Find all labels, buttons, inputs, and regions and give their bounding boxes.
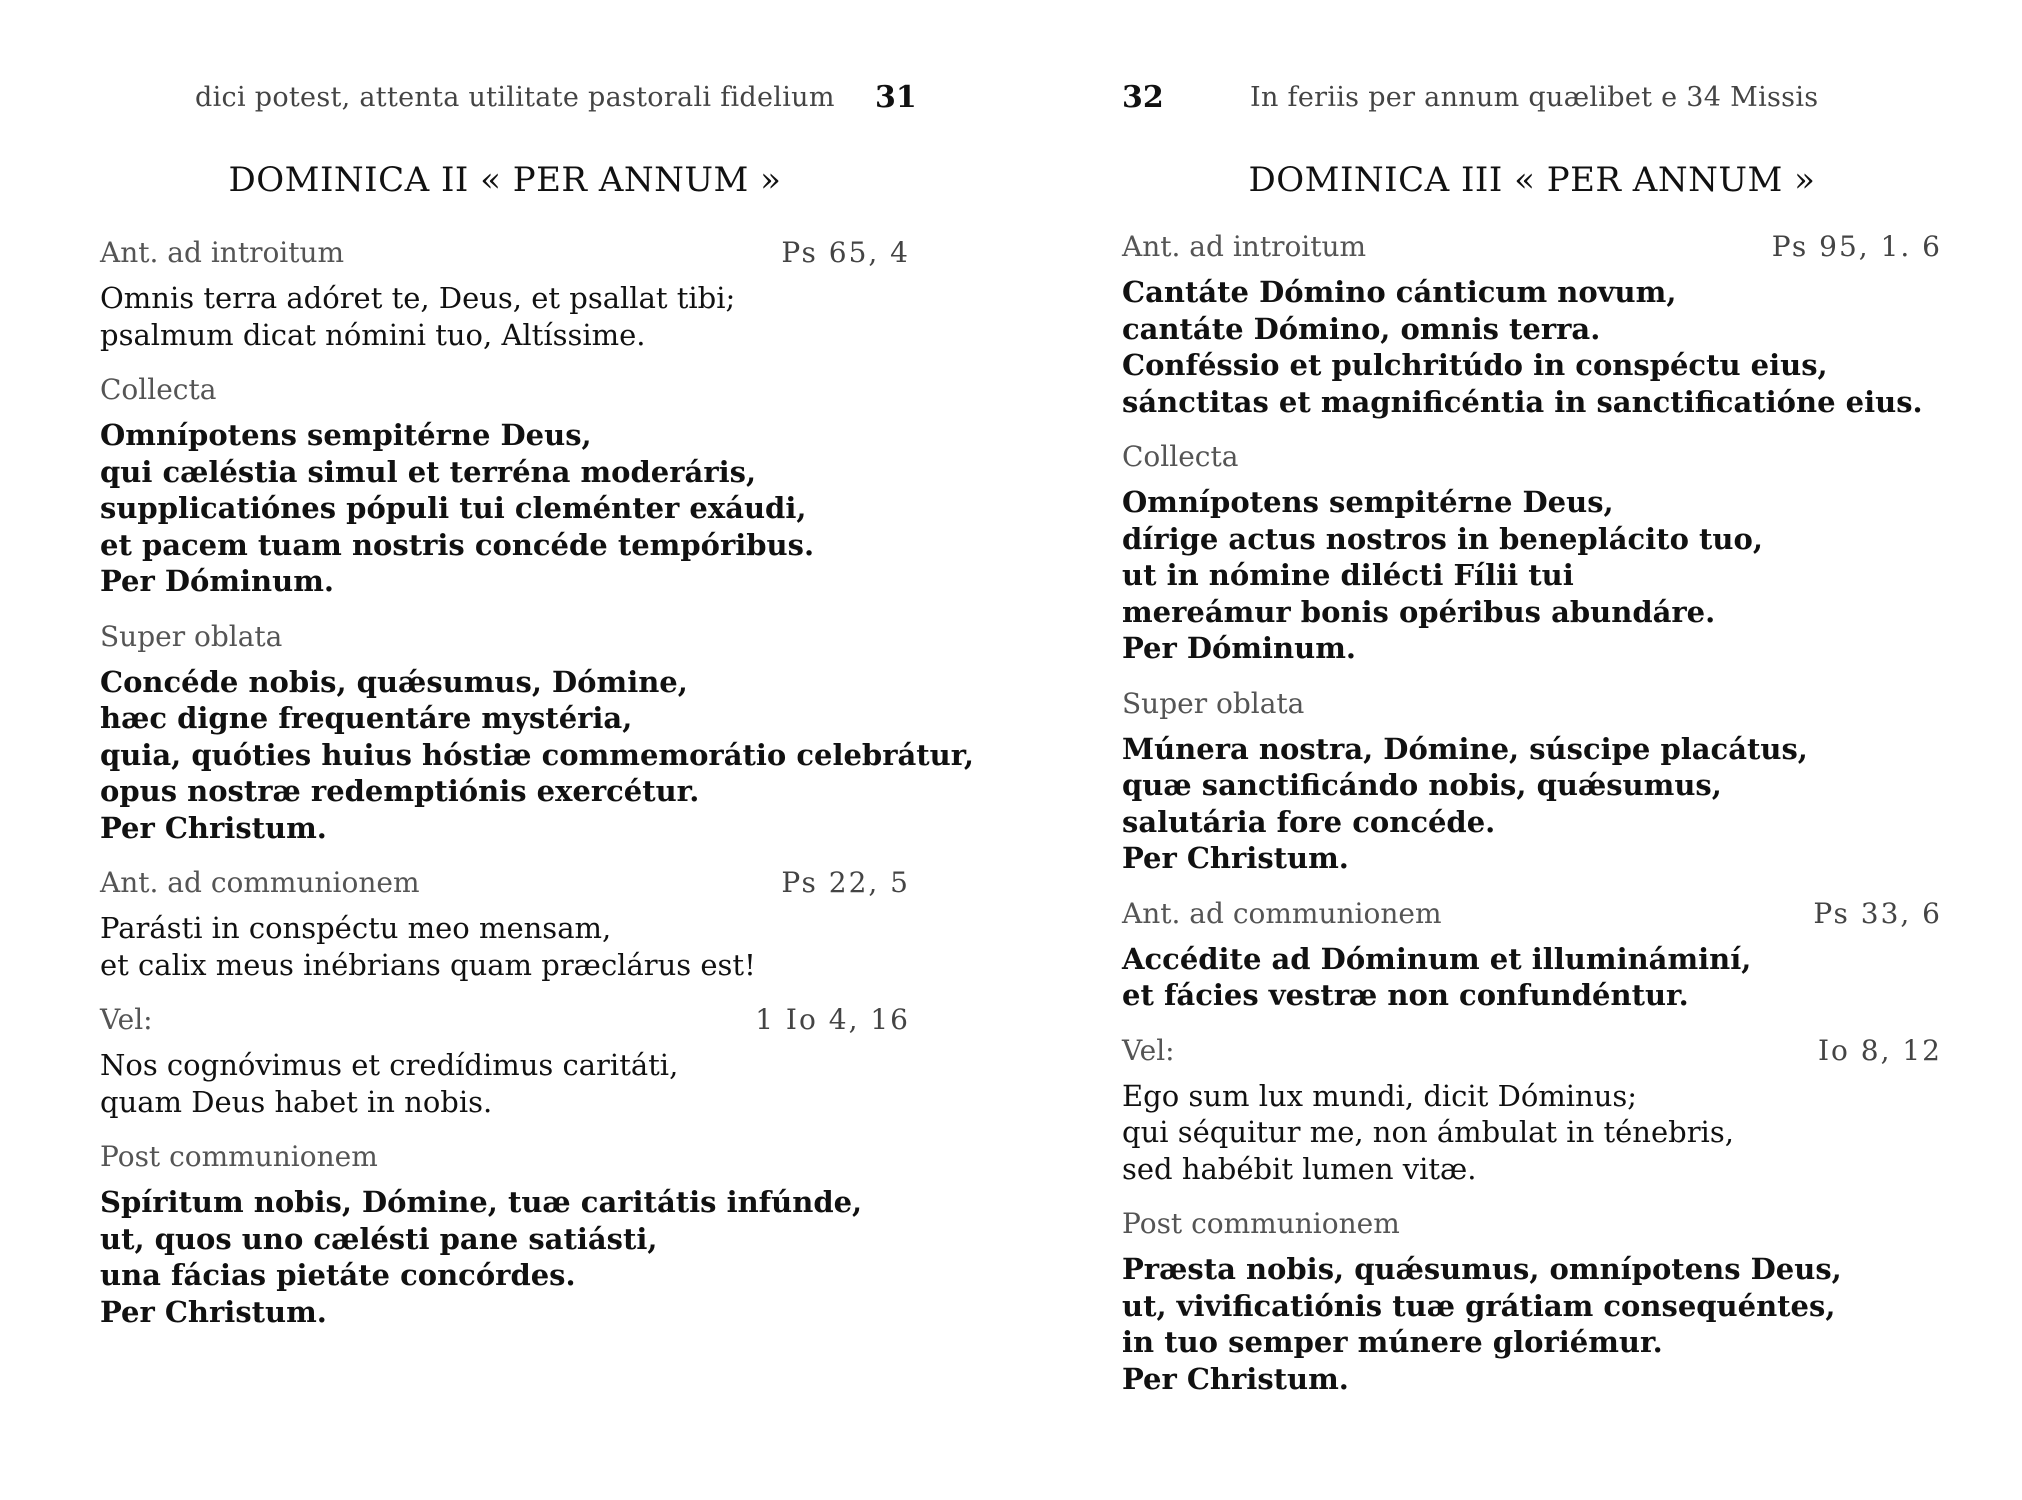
section-text [100, 417, 920, 600]
text-line: supplicatiónes pópuli tui cleménter exáudi, [100, 491, 807, 525]
section-label: Post communionem [1122, 1207, 1400, 1240]
text-line: Per Dóminum. [1122, 631, 1356, 665]
text-line: Omnis terra adóret te, Deus, et psallat tibi; [100, 281, 736, 315]
section-text [1122, 274, 1942, 420]
section-header [100, 1140, 920, 1180]
text-line: Múnera nostra, Dómine, súscipe placátus, [1122, 731, 1808, 766]
text-line: Concéde nobis, quǽsumus, Dómine, [100, 664, 688, 699]
text-line: hæc digne frequentáre mystéria, [100, 701, 633, 735]
section-header [100, 620, 920, 660]
text-line: opus nostræ redemptiónis exercétur. [100, 774, 700, 808]
liturgical-section [100, 1003, 920, 1120]
section-header [1122, 897, 1942, 937]
liturgical-section [100, 373, 920, 600]
section-header [1122, 1207, 1942, 1247]
text-line: Per Christum. [100, 810, 327, 845]
text-line: Nos cognóvimus et credídimus caritáti, [100, 1048, 679, 1082]
section-label: Post communionem [100, 1140, 378, 1173]
running-head [100, 82, 920, 122]
section-label: Ant. ad introitum [1122, 230, 1367, 263]
section-label: Collecta [100, 373, 217, 406]
section-label: Super oblata [100, 619, 283, 653]
text-line: Per Christum. [1122, 1361, 1349, 1396]
page-title: DOMINICA III « PER ANNUM » [1248, 160, 1816, 200]
text-line: Spíritum nobis, Dómine, tuæ caritátis infúnde, [100, 1185, 863, 1219]
text-line: psalmum dicat nómini tuo, Altíssime. [100, 317, 646, 352]
text-line: Omnípotens sempitérne Deus, [1122, 485, 1614, 519]
text-line: Per Christum. [1122, 841, 1349, 875]
liturgical-section [100, 619, 975, 847]
running-head-text: dici potest, attenta utilitate pastorali fidelium [195, 82, 835, 113]
scripture-reference: Ps 95, 1. 6 [1771, 230, 1942, 263]
section-header [100, 236, 920, 276]
scripture-reference: Io 8, 12 [1817, 1033, 1942, 1067]
section-label: Vel: [1122, 1033, 1175, 1067]
text-line: Accédite ad Dóminum et illumináminí, [1122, 941, 1752, 976]
section-text [1122, 1078, 1942, 1188]
section-text [100, 910, 920, 983]
scripture-reference: Ps 33, 6 [1813, 896, 1942, 930]
section-text [100, 1047, 920, 1120]
text-line: ut, quos uno cælésti pane satiásti, [100, 1221, 658, 1256]
scripture-reference: Ps 65, 4 [781, 236, 910, 269]
text-line: dírige actus nostros in beneplácito tuo, [1122, 521, 1763, 556]
section-label: Super oblata [1122, 686, 1305, 720]
text-line: qui cæléstia simul et terréna moderáris, [100, 454, 757, 489]
section-label: Ant. ad communionem [1122, 896, 1442, 930]
text-line: ut, vivificatiónis tuæ grátiam consequéntes, [1122, 1288, 1836, 1323]
section-text [100, 664, 975, 847]
scripture-reference: 1 Io 4, 16 [755, 1003, 910, 1036]
text-line: sed habébit lumen vitæ. [1122, 1151, 1477, 1186]
liturgical-section [1122, 687, 1942, 877]
text-line: una fácias pietáte concórdes. [100, 1258, 576, 1292]
text-line: ut in nómine dilécti Fílii tui [1122, 558, 1574, 592]
section-header [1122, 230, 1942, 270]
liturgical-section [1122, 440, 1942, 667]
text-line: Per Christum. [100, 1294, 327, 1329]
text-line: cantáte Dómino, omnis terra. [1122, 311, 1601, 346]
section-text [1122, 731, 1942, 877]
text-line: Per Dóminum. [100, 564, 334, 598]
liturgical-section [100, 866, 920, 983]
liturgical-section [1122, 897, 1942, 1014]
page-title: DOMINICA II « PER ANNUM » [228, 160, 782, 200]
section-label: Ant. ad introitum [100, 236, 345, 269]
section-header [100, 1003, 920, 1043]
section-text [100, 280, 920, 353]
text-line: Parásti in conspéctu meo mensam, [100, 911, 612, 945]
liturgical-section [100, 1140, 920, 1330]
section-label: Vel: [100, 1003, 153, 1036]
text-line: in tuo semper múnere gloriémur. [1122, 1325, 1663, 1359]
text-line: qui séquitur me, non ámbulat in ténebris, [1122, 1115, 1734, 1149]
section-label: Ant. ad communionem [100, 866, 420, 899]
text-line: mereámur bonis opéribus abundáre. [1122, 594, 1716, 629]
running-head [1122, 82, 1942, 122]
text-line: Ego sum lux mundi, dicit Dóminus; [1122, 1078, 1638, 1113]
text-line: et pacem tuam nostris concéde tempóribus. [100, 527, 815, 562]
text-line: et calix meus inébrians quam præclárus est! [100, 947, 756, 982]
section-header [100, 866, 920, 906]
running-head-text: In feriis per annum quælibet e 34 Missis [1250, 82, 1819, 113]
section-header [1122, 687, 1942, 727]
text-line: salutária fore concéde. [1122, 804, 1496, 839]
text-line: Omnípotens sempitérne Deus, [100, 418, 592, 452]
right-page [1122, 0, 1942, 1500]
text-line: Conféssio et pulchritúdo in conspéctu eius, [1122, 348, 1828, 382]
text-line: quæ sanctificándo nobis, quǽsumus, [1122, 768, 1722, 802]
page-number: 31 [875, 80, 917, 115]
text-line: quia, quóties huius hóstiæ commemorátio celebrátur, [100, 737, 975, 772]
text-line: et fácies vestræ non confundéntur. [1122, 978, 1689, 1012]
page-body [1122, 230, 1942, 1417]
section-text [100, 1184, 920, 1330]
left-page [100, 0, 975, 1500]
scripture-reference: Ps 22, 5 [781, 866, 910, 899]
section-text [1122, 941, 1942, 1014]
section-header [100, 373, 920, 413]
section-text [1122, 1251, 1942, 1397]
section-header [1122, 1034, 1942, 1074]
text-line: quam Deus habet in nobis. [100, 1084, 493, 1119]
page-number: 32 [1122, 80, 1164, 115]
text-line: Præsta nobis, quǽsumus, omnípotens Deus, [1122, 1252, 1842, 1286]
liturgical-section [1122, 230, 1942, 420]
liturgical-section [100, 236, 920, 353]
text-line: sánctitas et magnificéntia in sanctificatióne eius. [1122, 384, 1923, 419]
liturgical-section [1122, 1034, 1942, 1188]
liturgical-section [1122, 1207, 1942, 1397]
section-header [1122, 440, 1942, 480]
section-text [1122, 484, 1942, 667]
text-line: Cantáte Dómino cánticum novum, [1122, 275, 1677, 309]
page-body [100, 236, 975, 1350]
section-label: Collecta [1122, 440, 1239, 473]
